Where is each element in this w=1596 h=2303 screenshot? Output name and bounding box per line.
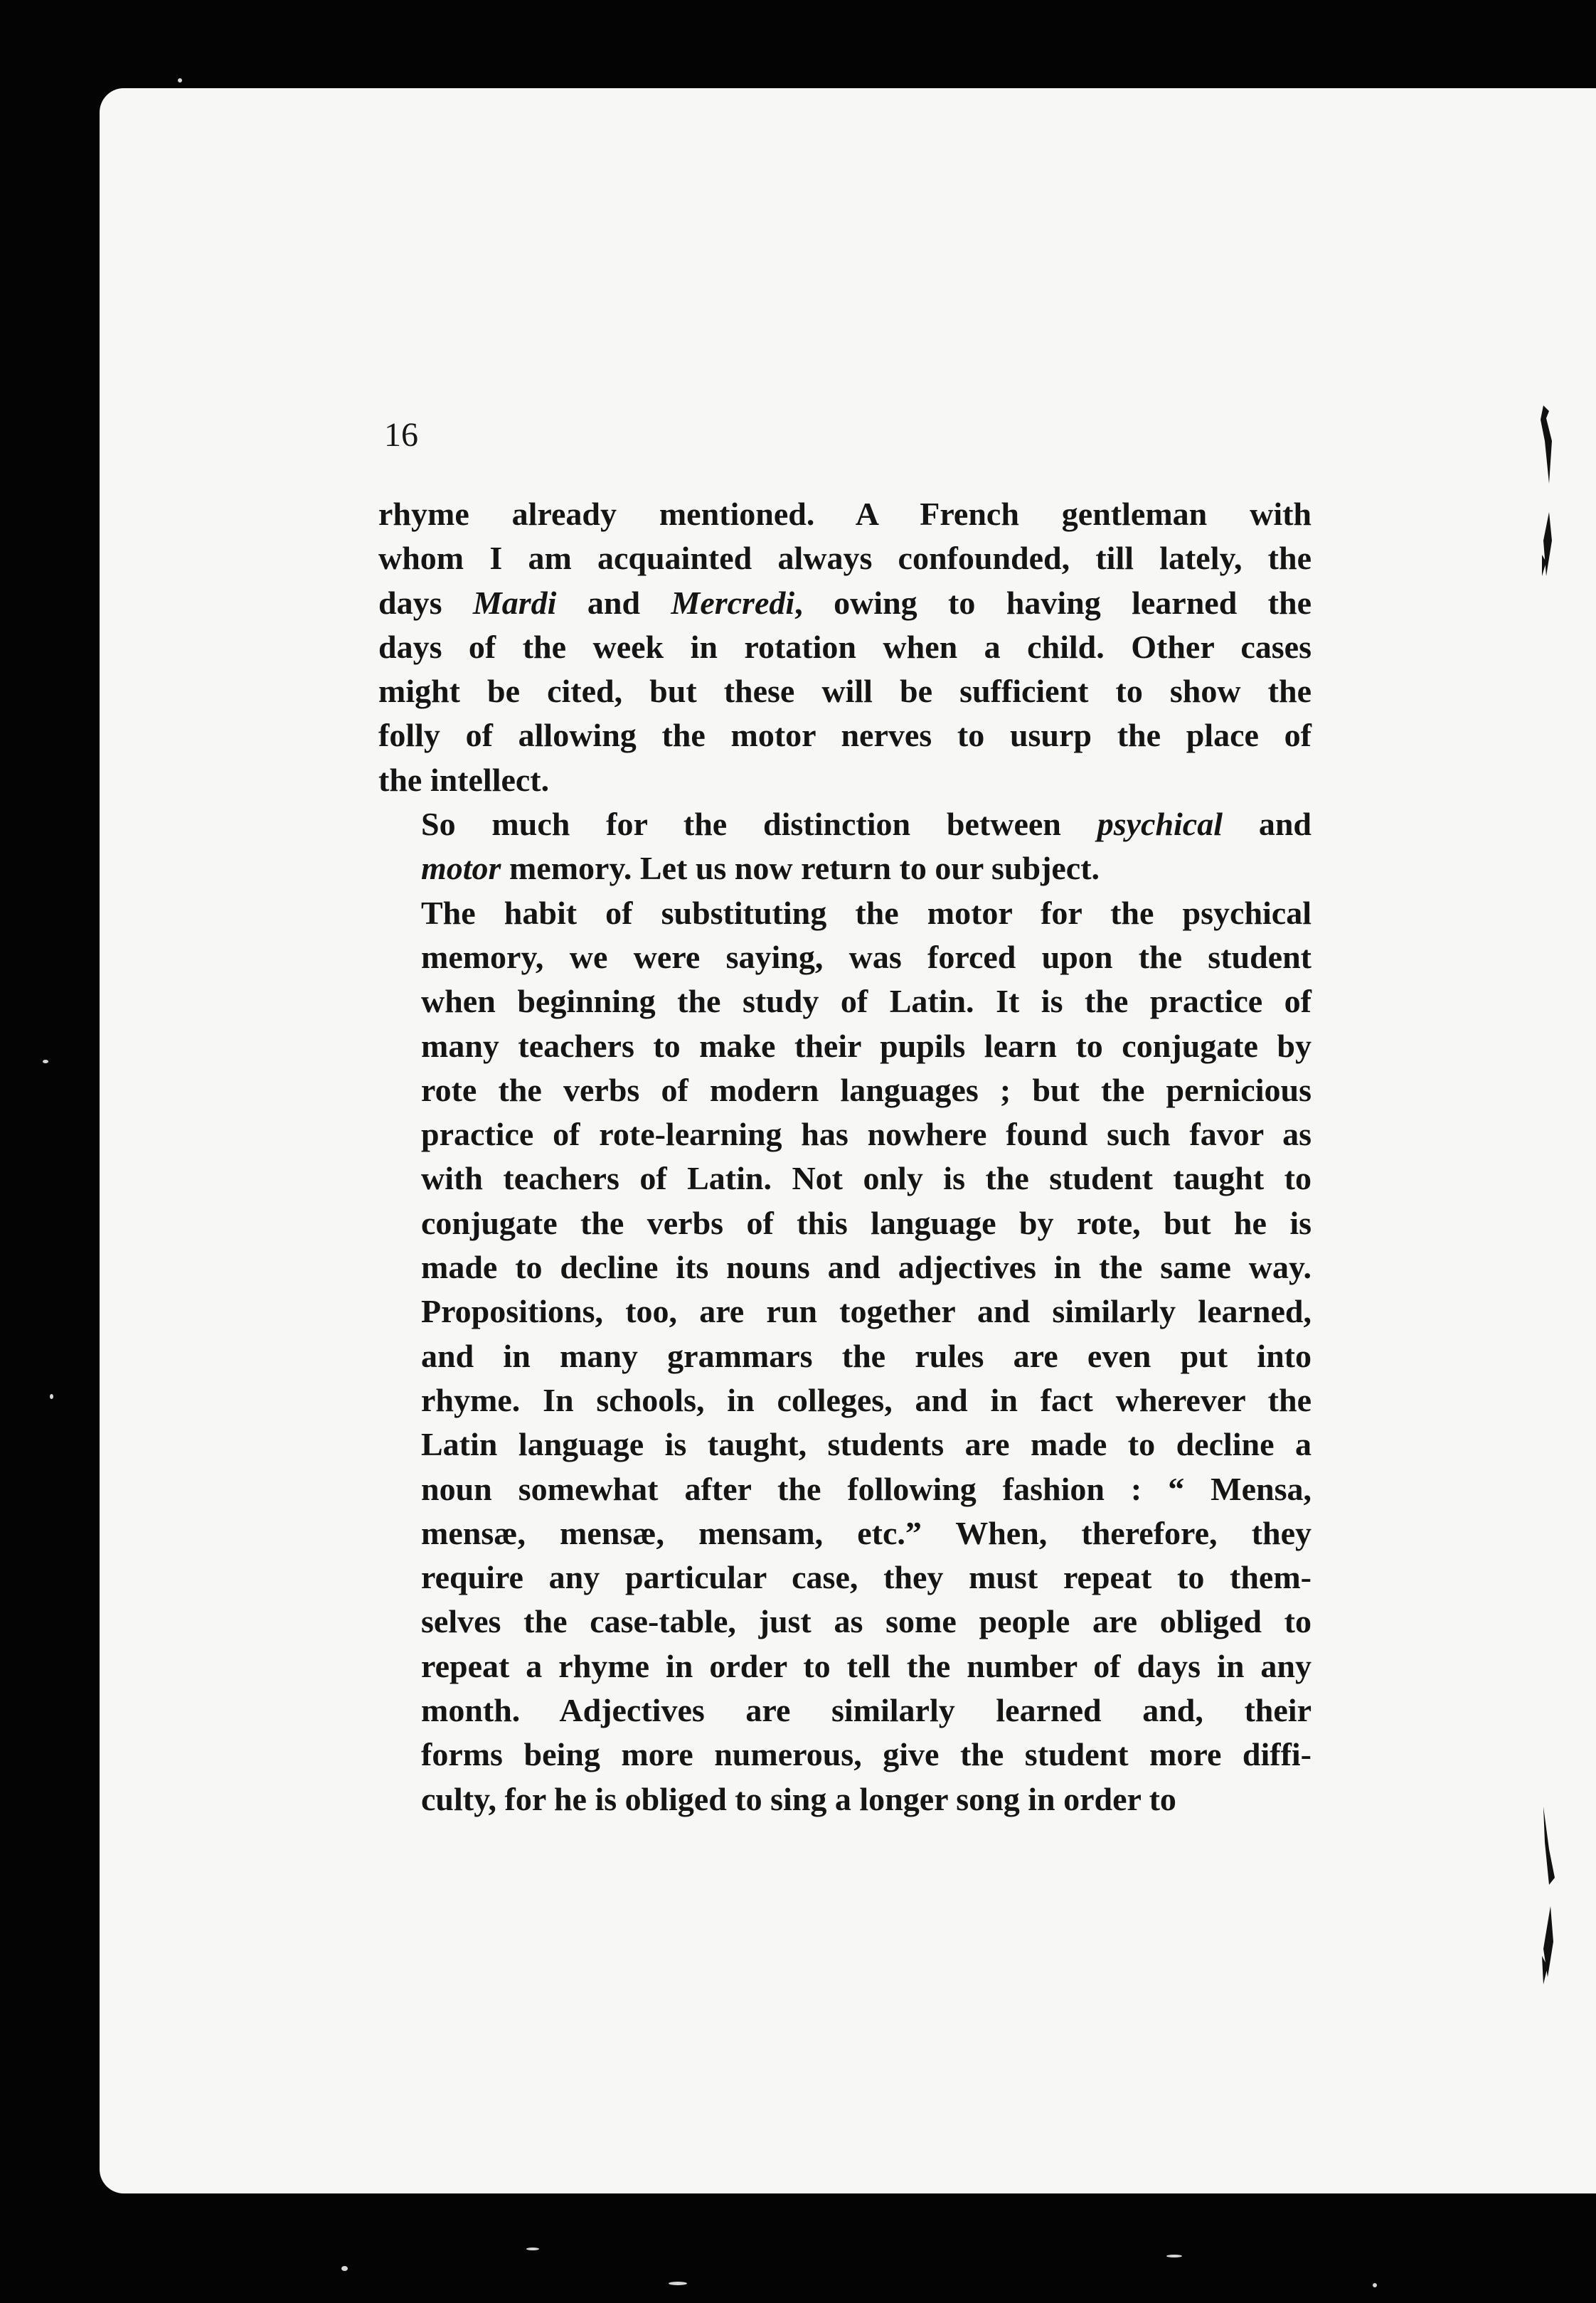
text-run: conjugate the verbs of this language by rote, but he is (421, 1204, 1312, 1241)
text-line (378, 846, 1312, 890)
text-line (378, 891, 1312, 935)
text-run: with teachers of Latin. Not only is the student taught to (421, 1160, 1312, 1197)
text-run: repeat a rhyme in order to tell the number of days in any (421, 1647, 1312, 1684)
text-line (378, 1289, 1312, 1334)
text-line (378, 492, 1312, 536)
speck (43, 1060, 48, 1063)
text-run: made to decline its nouns and adjectives in the same way. (421, 1249, 1312, 1286)
text-line (378, 935, 1312, 979)
speck (341, 2266, 348, 2271)
text-run: and in many grammars the rules are even put into (421, 1337, 1312, 1374)
text-run: many teachers to make their pupils learn to conjugate by (421, 1027, 1312, 1064)
text-run: whom I am acquainted always confounded, till lately, the (378, 540, 1312, 577)
text-run: The habit of substituting the motor for the psychical (421, 894, 1312, 931)
text-run: Latin language is taught, students are made to decline a (421, 1426, 1312, 1463)
binding-mark-top (1528, 398, 1563, 612)
text-line (378, 1422, 1312, 1467)
text-run: rhyme. In schools, in colleges, and in fact wherever the (421, 1381, 1312, 1418)
text-run: practice of rote-learning has nowhere found such favor as (421, 1116, 1312, 1153)
text-line (378, 1068, 1312, 1112)
text-run: when beginning the study of Latin. It is the practice of (421, 983, 1312, 1020)
speck (669, 2282, 687, 2285)
page-number: 16 (384, 416, 418, 454)
text-run: culty, for he is obliged to sing a longer song in order to (421, 1780, 1176, 1817)
text-line (378, 1467, 1312, 1511)
speck (178, 78, 182, 83)
text-line (378, 1555, 1312, 1600)
text-line (378, 669, 1312, 713)
text-line (378, 1378, 1312, 1422)
speck (526, 2248, 539, 2250)
text-line (378, 536, 1312, 580)
text-run: and (1223, 806, 1312, 843)
paragraph (378, 492, 1312, 802)
text-run: forms being more numerous, give the student more diffi- (421, 1736, 1312, 1773)
text-line (378, 758, 1312, 802)
text-run: folly of allowing the motor nerves to usurp the place of (378, 717, 1312, 754)
text-run: require any particular case, they must repeat to them- (421, 1559, 1312, 1596)
text-run: rote the verbs of modern languages ; but the pernicious (421, 1071, 1312, 1108)
text-run: rhyme already mentioned. A French gentleman with (378, 496, 1312, 532)
binding-mark-bottom (1529, 1799, 1565, 2013)
italic-term: motor (421, 850, 501, 887)
text-run: days of the week in rotation when a child. Other cases (378, 628, 1312, 665)
paragraph (378, 802, 1312, 891)
italic-term: Mercredi (671, 584, 795, 621)
text-line (378, 979, 1312, 1023)
text-line (378, 1644, 1312, 1688)
text-run: the intellect. (378, 761, 550, 798)
text-line (378, 1600, 1312, 1644)
text-run: Propositions, too, are run together and similarly learned, (421, 1293, 1312, 1330)
text-line (378, 1156, 1312, 1201)
text-line (378, 1334, 1312, 1378)
speck (1166, 2255, 1182, 2257)
text-line (378, 713, 1312, 757)
text-line (378, 625, 1312, 669)
text-run: mensæ, mensæ, mensam, etc.” When, therefore, they (421, 1514, 1312, 1551)
speck (50, 1394, 53, 1399)
text-line (378, 1511, 1312, 1555)
text-run: noun somewhat after the following fashion : “ Mensa, (421, 1470, 1312, 1507)
italic-term: psychical (1097, 806, 1223, 843)
text-line (378, 1024, 1312, 1068)
text-run: memory. Let us now return to our subject. (501, 850, 1100, 887)
italic-term: Mardi (472, 584, 557, 621)
text-run: and (556, 584, 671, 621)
text-line (378, 802, 1312, 846)
text-line (378, 1112, 1312, 1156)
paragraph (378, 891, 1312, 1821)
text-line (378, 1777, 1312, 1821)
text-run: memory, we were saying, was forced upon the student (421, 938, 1312, 975)
text-run: So much for the distinction between (421, 806, 1097, 843)
text-line (378, 1733, 1312, 1777)
text-run: , owing to having learned the (794, 584, 1312, 621)
body-text (378, 492, 1312, 1821)
text-line (378, 581, 1312, 625)
text-run: selves the case-table, just as some people are obliged to (421, 1603, 1312, 1640)
text-run: might be cited, but these will be sufficient to show the (378, 673, 1312, 710)
speck (1373, 2283, 1377, 2287)
text-line (378, 1201, 1312, 1245)
text-run: month. Adjectives are similarly learned and, their (421, 1692, 1312, 1729)
text-line (378, 1688, 1312, 1733)
text-line (378, 1245, 1312, 1289)
text-run: days (378, 584, 473, 621)
